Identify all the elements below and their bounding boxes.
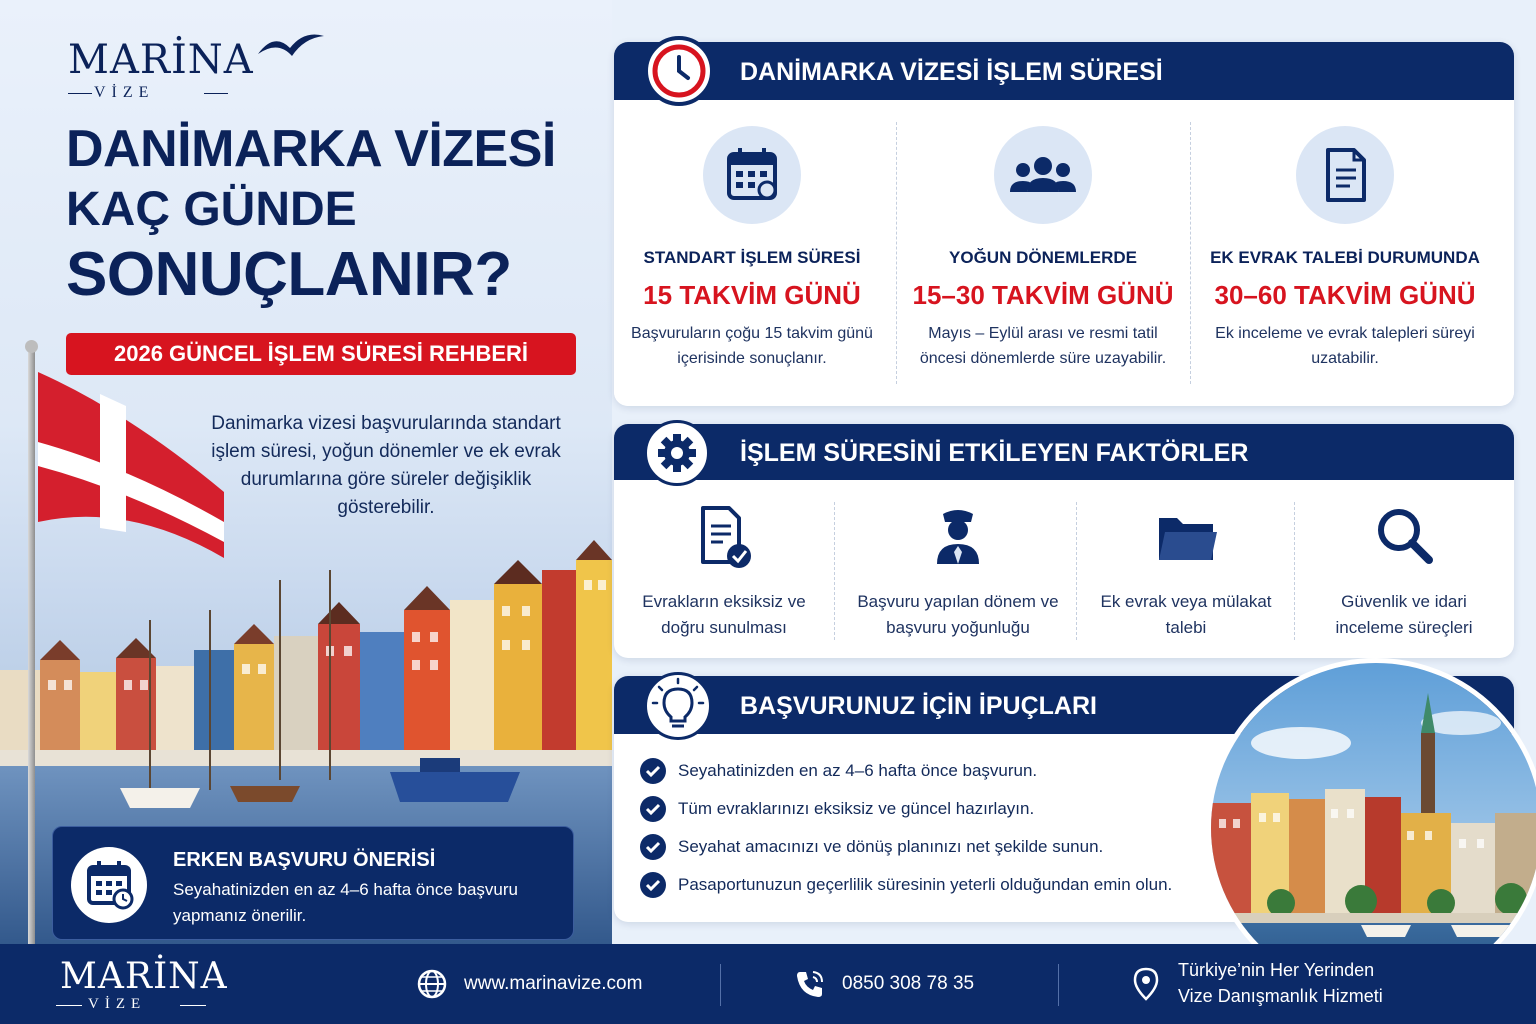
duration-label: EK EVRAK TALEBİ DURUMUNDA [1210,248,1480,267]
title-line-1: DANİMARKA VİZESİ [66,120,556,178]
footer-sub: VİZE [88,996,147,1012]
hero-panel [0,0,612,944]
document-check-icon [689,502,759,572]
factors-title: İŞLEM SÜRESİNİ ETKİLEYEN FAKTÖRLER [740,439,1249,467]
tip-text: Pasaportunuzun geçerlilik süresinin yeterli olduğundan emin olun. [678,875,1173,894]
calendar-clock-icon [71,847,147,923]
calendar-icon [703,126,801,224]
factors-card [614,424,1514,658]
guide-banner: 2026 GÜNCEL İŞLEM SÜRESİ REHBERİ [66,333,576,375]
logo-sub: VİZE [68,84,308,102]
tip-text: Seyahatinizden en az 4–6 hafta önce başvurun. [678,761,1038,780]
duration-value: 15–30 TAKVİM GÜNÜ [912,280,1174,310]
magnifier-icon [1369,502,1439,572]
check-icon [640,758,666,784]
globe-icon [416,968,448,1000]
duration-desc: Başvuruların çoğu 15 takvim günü içerisinde sonuçlanır. [631,325,873,367]
logo [68,37,308,102]
intro-text: Danimarka vizesi başvurularında standart işlem süresi, yoğun dönemler ve ek evrak durumlarına göre süreler değişiklik gösterebilir. [211,413,561,518]
duration-standard [622,126,882,371]
factor-desc: Güvenlik ve idari inceleme süreçleri [1335,592,1473,637]
flag-pole [28,346,35,944]
duration-extra-docs [1202,126,1488,371]
duration-desc: Ek inceleme ve evrak talepleri süreyi uzatabilir. [1215,325,1475,367]
people-icon-circle [994,126,1092,224]
officer-icon [923,502,993,572]
footer-brand: MARİNA [60,956,228,997]
tip-text: Tüm evraklarınızı eksiksiz ve güncel hazırlayın. [678,799,1035,818]
tip-text: Seyahat amacınızı ve dönüş planınızı net şekilde sunun. [678,837,1104,856]
service-line-1: Türkiye’nin Her Yerinden [1178,960,1375,980]
footer [0,944,1536,1024]
seagull-icon [256,26,326,66]
check-icon [640,872,666,898]
document-icon-circle [1296,126,1394,224]
duration-desc: Mayıs – Eylül arası ve resmi tatil öncesi dönemlerde süre uzayabilir. [919,325,1167,367]
duration-label: STANDART İŞLEM SÜRESİ [643,248,861,267]
duration-value: 15 TAKVİM GÜNÜ [643,280,861,310]
calendar-icon-circle [703,126,801,224]
flag-pole-top [25,340,38,353]
early-icon-circle [71,847,147,923]
early-application-box [52,826,574,940]
bulb-badge [644,672,712,740]
gear-badge [644,420,710,486]
check-icon [640,834,666,860]
factor-desc: Başvuru yapılan dönem ve başvuru yoğunluğu [857,592,1059,637]
clock-badge [644,36,714,106]
clock-icon [648,40,710,102]
document-icon [1296,126,1394,224]
phone-icon [794,968,826,1000]
tips-title: BAŞVURUNUZ İÇİN İPUÇLARI [740,692,1097,720]
folder-icon [1151,502,1221,572]
logo-brand: MARİNA [68,37,254,83]
lightbulb-icon [647,675,709,737]
early-desc: Seyahatinizden en az 4–6 hafta önce başvuru yapmanız önerilir. [173,880,518,925]
durations-card [614,42,1514,406]
title-line-3: SONUÇLANIR? [66,240,512,309]
page-title [66,118,606,310]
service-line-2: Vize Danışmanlık Hizmeti [1178,986,1383,1006]
factor-documents [624,502,824,641]
location-pin-icon [1130,966,1162,1002]
factor-security [1306,502,1502,641]
phone-link[interactable]: 0850 308 78 35 [842,973,975,994]
duration-peak [904,126,1182,371]
website-link[interactable]: www.marinavize.com [464,973,643,994]
check-icon [640,796,666,822]
gear-icon [647,423,707,483]
factor-desc: Evrakların eksiksiz ve doğru sunulması [642,592,806,637]
duration-label: YOĞUN DÖNEMLERDE [949,248,1137,267]
durations-title: DANİMARKA VİZESİ İŞLEM SÜRESİ [740,58,1163,86]
factor-period [852,502,1064,641]
people-icon [994,126,1092,224]
factor-desc: Ek evrak veya mülakat talebi [1100,592,1272,637]
factor-extra-request [1088,502,1284,641]
early-title: ERKEN BAŞVURU ÖNERİSİ [173,849,436,871]
duration-value: 30–60 TAKVİM GÜNÜ [1214,280,1476,310]
title-line-2: KAÇ GÜNDE [66,183,357,236]
